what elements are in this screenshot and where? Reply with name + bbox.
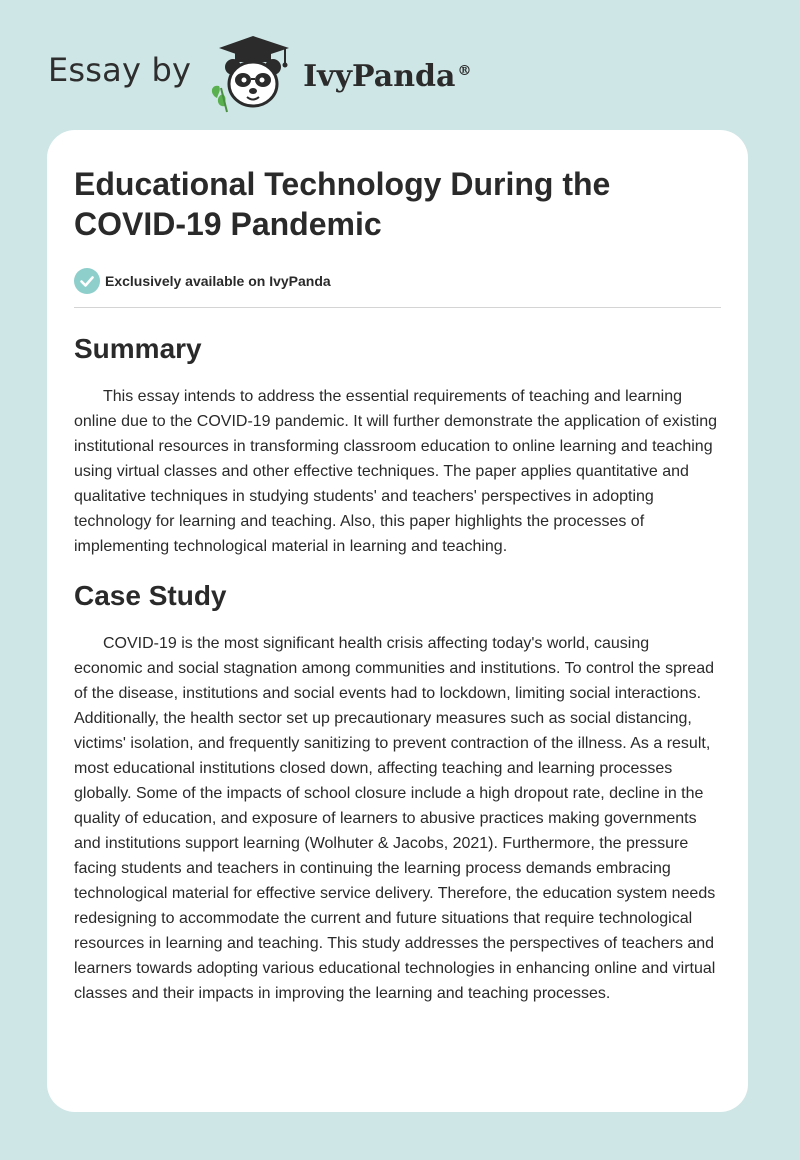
panda-graduate-icon[interactable] xyxy=(205,34,297,114)
check-circle-icon xyxy=(74,268,100,294)
section-heading-case-study: Case Study xyxy=(74,580,227,611)
essay-by-label: Essay by xyxy=(48,51,192,89)
site-header xyxy=(48,34,471,114)
section-body-case-study: COVID-19 is the most significant health crisis affecting today's world, causing economic and social stagnation among communities and institutions. To control the spread of the disease, institutions and social events had to lockdown, limiting social interactions. Additionally, the health sector set up precautionary measures such as social distancing, victims' isolation, and frequently sanitizing to prevent contraction of the illness. As a result, most educational institutions closed down, affecting teaching and learning processes globally. Some of the impacts of school closure include a high dropout rate, decline in the quality of education, and exposure of learners to abusive practices making governments and institutions support learning (Wolhuter & Jacobs, 2021). Furthermore, the pressure facing students and teachers in continuing the learning process demands embracing technological material for effective service delivery. Therefore, the education system needs redesigning to accommodate the current and future situations that require technological resources in learning and teaching. This study addresses the perspectives of teachers and learners towards adopting various educational technologies in enhancing online and virtual classes and their impacts in improving the learning and teaching processes. xyxy=(74,635,716,1002)
section-heading-summary: Summary xyxy=(74,333,202,364)
availability-badge xyxy=(74,268,721,308)
brand-name-text: IvyPanda xyxy=(303,58,456,94)
page-title: Educational Technology During the COVID-19 Pandemic xyxy=(74,166,611,242)
essay-card xyxy=(47,130,748,1112)
section-body-summary: This essay intends to address the essential requirements of teaching and learning online due to the COVID-19 pandemic. It will further demonstrate the application of existing institutional resources in transforming classroom education to online learning and teaching using virtual classes and other effective techniques. The paper applies quantitative and qualitative techniques in studying students' and teachers' perspectives in adopting technology for learning and teaching. Also, this paper highlights the processes of implementing technological material in learning and teaching. xyxy=(74,388,718,555)
brand-name[interactable] xyxy=(303,59,471,94)
availability-text: Exclusively available on IvyPanda xyxy=(105,273,331,289)
registered-mark: ® xyxy=(457,62,472,79)
